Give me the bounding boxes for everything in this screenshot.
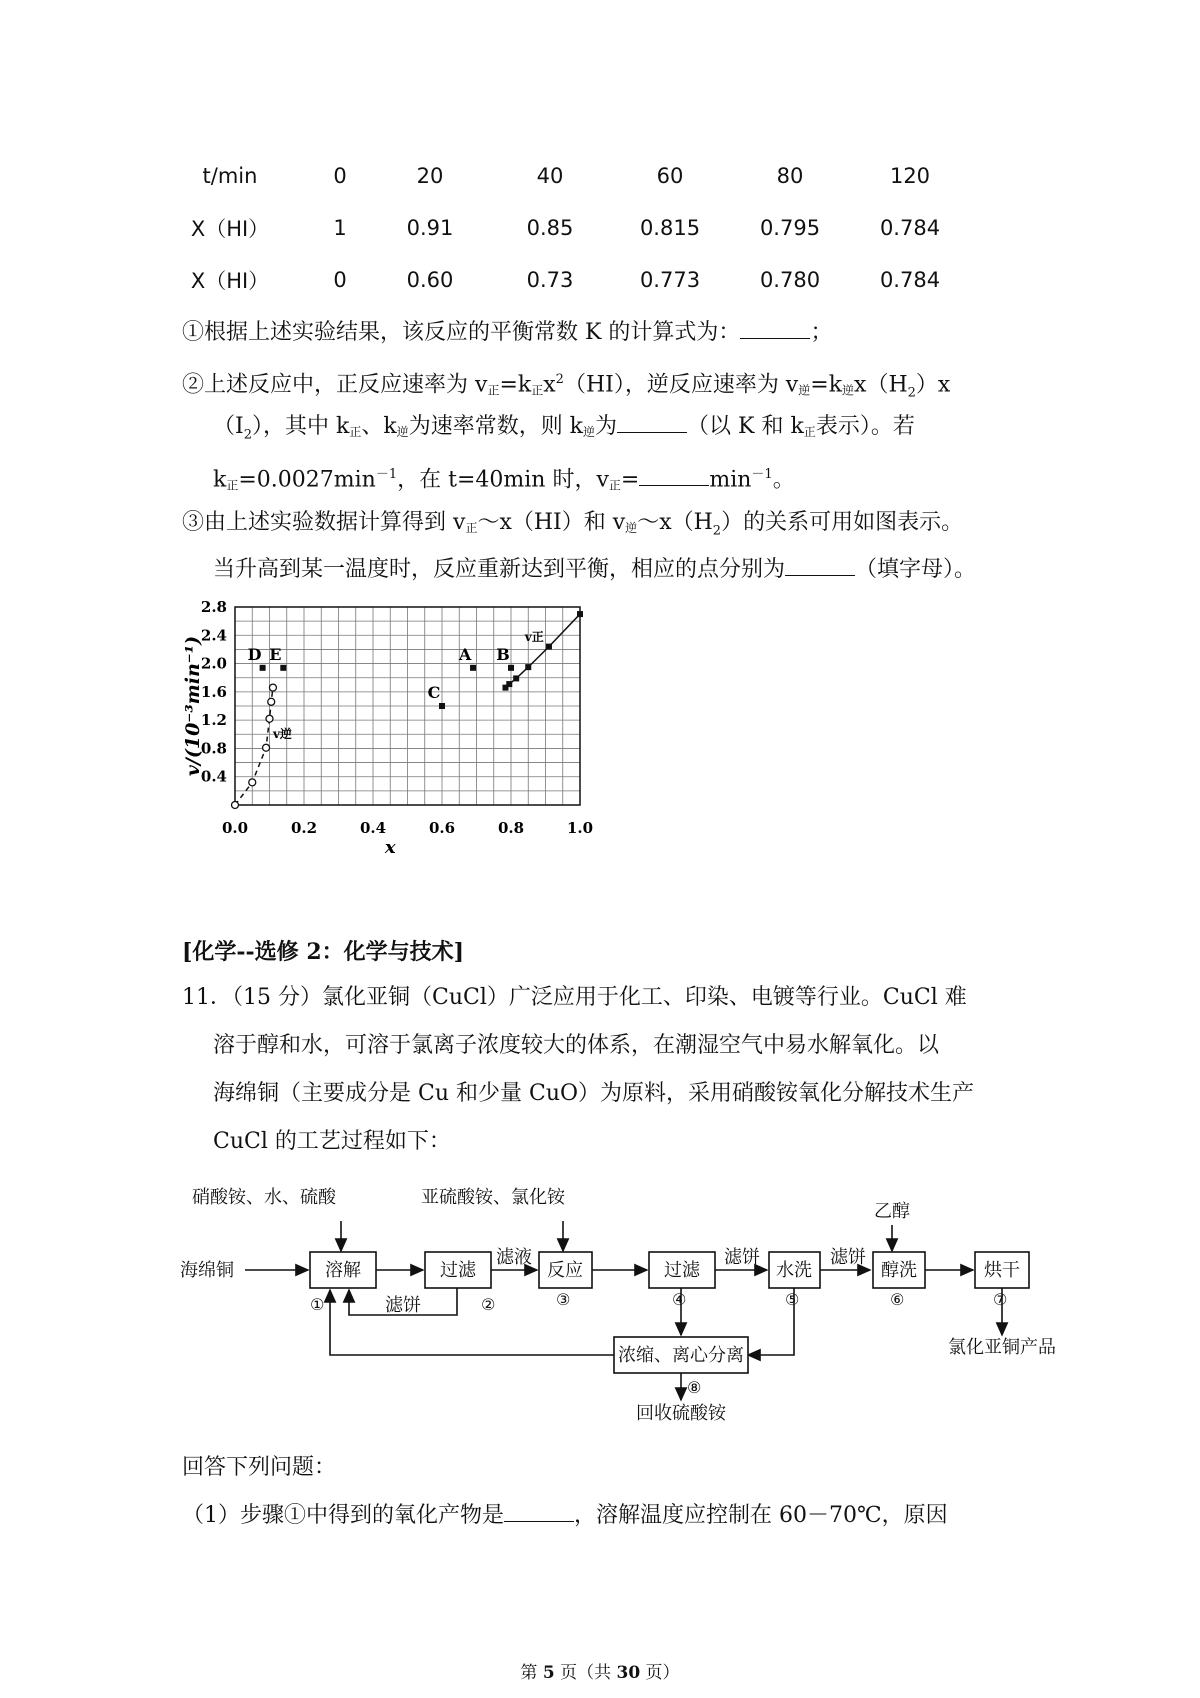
text: x xyxy=(543,372,556,398)
answer-blank[interactable] xyxy=(740,318,810,339)
y-tick-label: 2.0 xyxy=(200,654,227,673)
text: k xyxy=(213,467,227,493)
flow-label-filtrate: 滤液 xyxy=(496,1247,532,1268)
text: =0.0027min xyxy=(238,467,376,493)
table-header-cell: 20 xyxy=(416,164,444,188)
annotation-v-forward: v正 xyxy=(524,629,544,644)
text: 为速率常数，则 k xyxy=(408,414,584,439)
point-label: A xyxy=(458,644,472,664)
x-tick-label: 0.0 xyxy=(221,819,249,837)
data-point xyxy=(513,675,519,681)
subscript: 正 xyxy=(349,425,362,439)
superscript: －1 xyxy=(375,467,398,482)
table-cell: 1 xyxy=(333,216,347,240)
step-number: ③ xyxy=(556,1290,571,1309)
table-cell: 0.784 xyxy=(879,216,941,240)
superscript: －1 xyxy=(751,467,773,482)
table-header-cell: 0 xyxy=(333,164,347,188)
q11-line-4: CuCl 的工艺过程如下： xyxy=(213,1129,451,1154)
subscript: 正 xyxy=(531,383,544,398)
flow-box-label: 浓缩、离心分离 xyxy=(618,1345,744,1366)
x-tick-label: 0.8 xyxy=(497,819,525,837)
subscript: 正 xyxy=(487,383,500,398)
subscript: 逆 xyxy=(625,521,638,535)
text: （I xyxy=(213,414,244,439)
y-tick-label: 0.8 xyxy=(200,739,227,758)
x-tick-label: 0.4 xyxy=(359,819,387,837)
table-cell: 0.784 xyxy=(879,268,941,292)
table-header-cell: 60 xyxy=(656,164,684,188)
data-point xyxy=(525,664,531,670)
question-1-tail: ； xyxy=(810,320,833,345)
labeled-point xyxy=(470,665,476,671)
data-point xyxy=(577,611,583,617)
text: ②上述反应中，正反应速率为 v xyxy=(182,372,488,398)
point-label: E xyxy=(269,644,282,664)
flow-label-cake: 滤饼 xyxy=(830,1247,866,1268)
table-cell: X（HI） xyxy=(190,269,270,293)
table-cell: 0.780 xyxy=(759,268,821,292)
text: ～x（HI）和 v xyxy=(477,510,626,535)
rate-chart xyxy=(182,595,655,885)
question-1-text: ①根据上述实验结果，该反应的平衡常数 K 的计算式为： xyxy=(182,320,741,345)
flow-box-label: 烘干 xyxy=(984,1260,1020,1281)
text: x（H xyxy=(854,372,908,398)
flow-label-cake: 滤饼 xyxy=(724,1247,760,1268)
subscript: 2 xyxy=(907,385,916,401)
labeled-point xyxy=(260,665,266,671)
flow-start: 海绵铜 xyxy=(180,1260,234,1281)
subscript: 逆 xyxy=(396,425,409,439)
answer-blank[interactable] xyxy=(504,1501,574,1522)
superscript: 2 xyxy=(555,372,564,387)
page-number: 5 xyxy=(542,1663,555,1683)
question-2-line-3 xyxy=(213,460,795,500)
text: （HI），逆反应速率为 v xyxy=(563,372,799,398)
subscript: 正 xyxy=(803,425,816,439)
data-point xyxy=(266,715,273,722)
table-header-cell: 80 xyxy=(776,164,804,188)
text: 、k xyxy=(361,414,397,439)
text: ）x xyxy=(915,372,951,398)
point-label: B xyxy=(496,644,510,664)
process-flowchart xyxy=(180,1175,1060,1435)
subscript: 2 xyxy=(243,427,252,443)
labeled-point xyxy=(508,665,514,671)
step-number: ⑦ xyxy=(993,1290,1008,1309)
point-label: D xyxy=(247,644,262,664)
step-number: ① xyxy=(310,1295,325,1314)
question-2-line-2 xyxy=(213,412,915,450)
subscript: 正 xyxy=(465,521,478,535)
question-3-line-1 xyxy=(182,508,963,546)
subscript: 逆 xyxy=(798,383,811,398)
subscript: 2 xyxy=(712,523,722,539)
table-cell: 0.773 xyxy=(639,268,701,292)
table-row xyxy=(180,254,1000,306)
text: （填字母）。 xyxy=(855,557,977,582)
table-header-cell: 40 xyxy=(536,164,564,188)
text: ～x（H xyxy=(637,510,713,535)
flow-box-label: 过滤 xyxy=(440,1260,476,1281)
answer-blank[interactable] xyxy=(785,555,855,576)
flow-box-label: 醇洗 xyxy=(881,1260,917,1281)
table-header-cell: 120 xyxy=(889,164,931,188)
table-row xyxy=(180,202,1000,254)
table-cell: 0.815 xyxy=(639,216,701,240)
x-tick-label: 1.0 xyxy=(566,819,594,837)
table-cell: 0.795 xyxy=(759,216,821,240)
flow-input-1: 硝酸铵、水、硫酸 xyxy=(192,1187,336,1208)
question-11-1 xyxy=(182,1501,948,1531)
data-point xyxy=(249,779,256,786)
answer-blank[interactable] xyxy=(639,465,709,486)
data-point xyxy=(263,744,270,751)
flow-product: 氯化亚铜产品 xyxy=(948,1337,1056,1358)
step-number: ⑥ xyxy=(890,1290,905,1309)
data-point xyxy=(232,802,239,809)
y-tick-label: 2.8 xyxy=(200,598,227,616)
page-total: 30 xyxy=(616,1663,641,1683)
step-number: ④ xyxy=(672,1290,687,1309)
text: （1）步骤①中得到的氧化产物是 xyxy=(182,1503,504,1528)
text: =k xyxy=(810,372,843,398)
table-header-cell: t/min xyxy=(202,164,258,188)
y-tick-label: 2.4 xyxy=(200,626,227,645)
flow-box-label: 水洗 xyxy=(776,1260,812,1281)
text: ③由上述实验数据计算得到 v xyxy=(182,510,466,535)
answer-blank[interactable] xyxy=(617,412,687,433)
text: ，在 t=40min 时，v xyxy=(397,467,609,493)
table-header-row xyxy=(180,150,1000,202)
text: 为 xyxy=(595,414,618,439)
y-tick-label: 1.2 xyxy=(200,711,227,730)
step-number: ② xyxy=(481,1295,496,1314)
step-number: ⑤ xyxy=(785,1290,800,1309)
point-label: C xyxy=(427,683,441,702)
y-tick-label: 0.4 xyxy=(200,767,227,786)
flow-label-cake: 滤饼 xyxy=(385,1295,421,1316)
text: min xyxy=(709,467,752,493)
subscript: 正 xyxy=(608,478,621,493)
footer-text: 页） xyxy=(640,1663,680,1683)
subscript: 正 xyxy=(226,478,239,493)
page-footer xyxy=(0,1658,1200,1683)
table-cell: 0.91 xyxy=(406,216,454,240)
x-axis-label: x xyxy=(384,837,396,858)
flow-box-label: 过滤 xyxy=(664,1260,700,1281)
annotation-v-reverse: v逆 xyxy=(272,726,292,741)
text: 当升高到某一温度时，反应重新达到平衡，相应的点分别为 xyxy=(213,557,786,582)
footer-text: 第 xyxy=(520,1663,543,1683)
data-point xyxy=(546,644,552,650)
table-cell: 0.73 xyxy=(526,268,574,292)
text: ）的关系可用如图表示。 xyxy=(721,510,964,535)
text: 。 xyxy=(772,467,795,493)
flow-box-label: 溶解 xyxy=(325,1260,361,1281)
x-tick-label: 0.6 xyxy=(428,819,456,837)
q11-line-2: 溶于醇和水，可溶于氯离子浓度较大的体系，在潮湿空气中易水解氧化。以 xyxy=(213,1033,940,1058)
question-3-line-2 xyxy=(213,555,976,585)
labeled-point xyxy=(439,703,445,709)
subscript: 逆 xyxy=(842,383,855,398)
text: ，溶解温度应控制在 60－70℃，原因 xyxy=(574,1503,948,1528)
table-cell: 0.85 xyxy=(526,216,574,240)
flow-box-label: 反应 xyxy=(547,1260,583,1281)
text: =k xyxy=(499,372,532,398)
subscript: 逆 xyxy=(583,425,596,439)
data-point xyxy=(506,681,512,687)
answer-intro: 回答下列问题： xyxy=(182,1455,337,1480)
y-tick-label: 1.6 xyxy=(200,682,227,701)
data-point xyxy=(268,698,275,705)
table-cell: X（HI） xyxy=(190,217,270,241)
text: = xyxy=(620,467,640,493)
text: 表示）。若 xyxy=(815,414,915,439)
q11-line-3: 海绵铜（主要成分是 Cu 和少量 CuO）为原料，采用硝酸铵氧化分解技术生产 xyxy=(213,1081,975,1106)
footer-text: 页（共 xyxy=(554,1663,617,1683)
labeled-point xyxy=(280,665,286,671)
section-heading: [化学--选修 2：化学与技术] xyxy=(182,939,465,965)
question-1 xyxy=(182,318,832,348)
q11-line-1: 11．（15 分）氯化亚铜（CuCl）广泛应用于化工、印染、电镀等行业。CuCl 难 xyxy=(182,985,967,1010)
flow-input-3: 乙醇 xyxy=(874,1201,910,1222)
flow-recover: 回收硫酸铵 xyxy=(636,1403,726,1424)
table-cell: 0 xyxy=(333,268,347,292)
flow-input-2: 亚硫酸铵、氯化铵 xyxy=(421,1187,565,1208)
step-number: ⑧ xyxy=(687,1378,702,1397)
data-table xyxy=(180,150,1000,306)
text: （以 K 和 k xyxy=(687,414,804,439)
x-tick-label: 0.2 xyxy=(290,819,318,837)
y-axis-label: v/(10⁻³min⁻¹) xyxy=(182,635,204,777)
question-2-line-1 xyxy=(182,365,950,409)
data-point xyxy=(269,684,276,691)
table-cell: 0.60 xyxy=(406,268,454,292)
text: ），其中 k xyxy=(251,414,350,439)
